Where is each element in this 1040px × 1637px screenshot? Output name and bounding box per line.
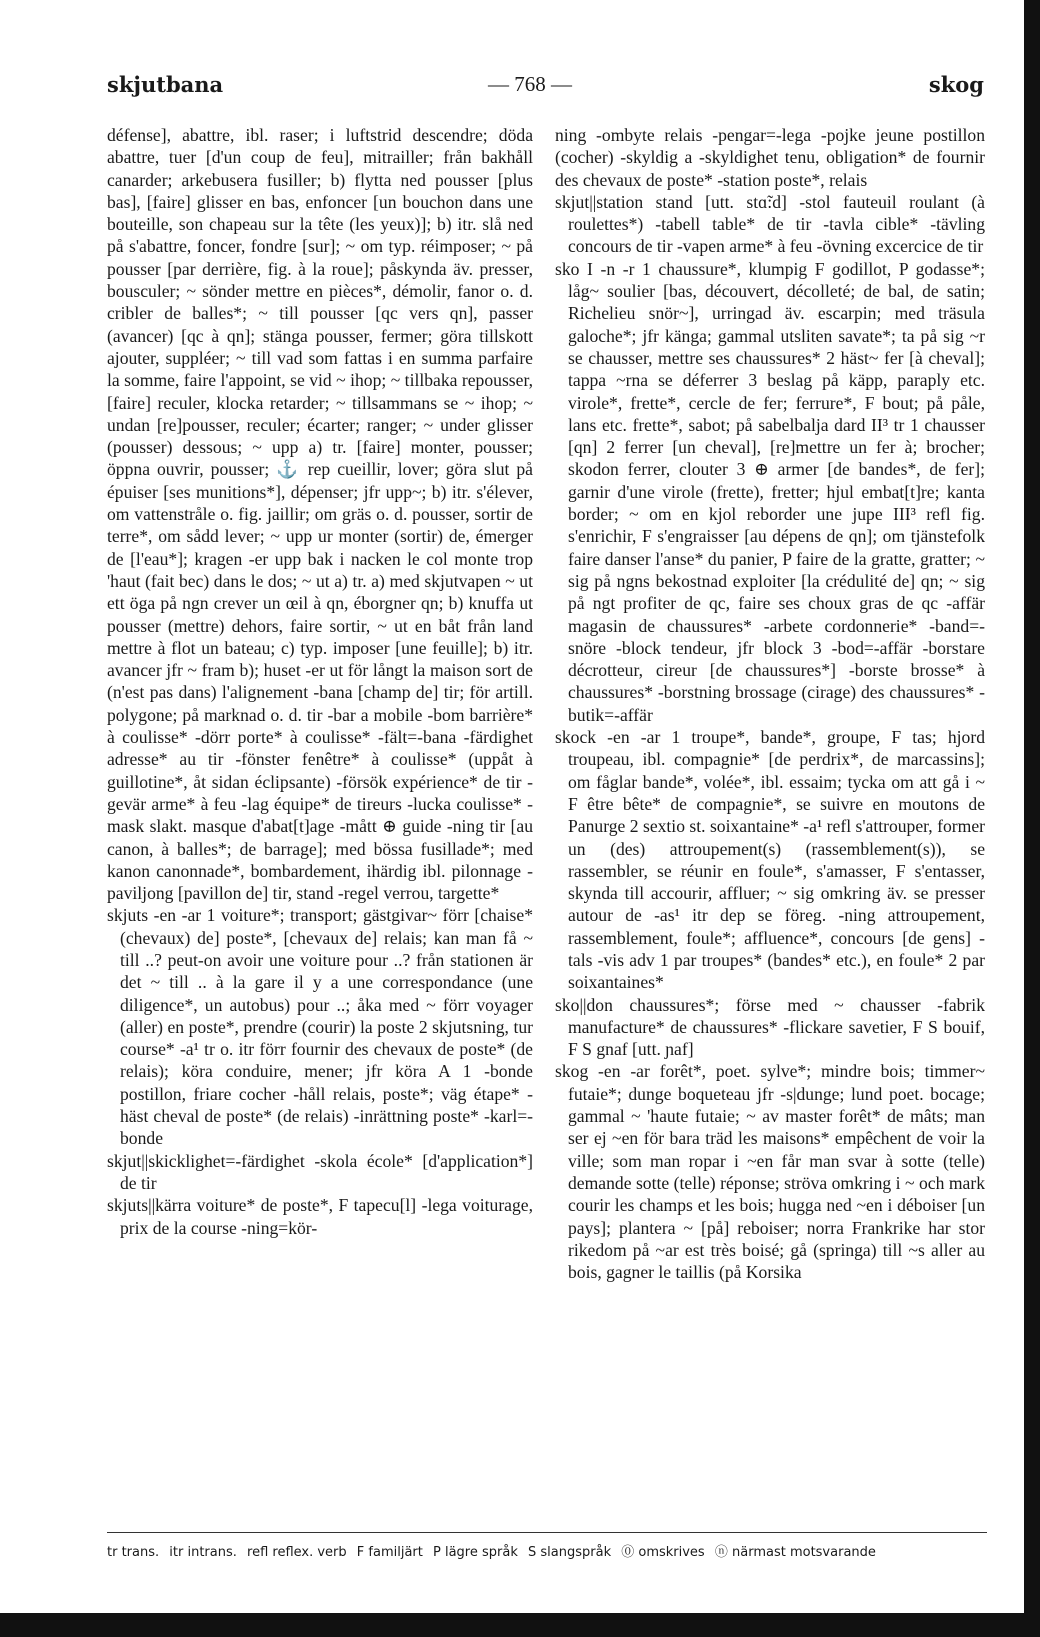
entry-skjutstation: skjut||station stand [utt. stɑ̃:d] -stol fauteuil roulant (à roulettes*) -tabell table* de tir -tavla cible* -tävling concours de tir -vapen arme* à feu -övning excercice de tir: [555, 191, 985, 257]
legend-item: tr trans.: [107, 1545, 160, 1560]
legend-item: ⓝ närmast motsvarande: [714, 1545, 876, 1560]
legend-item: refl reflex. verb: [247, 1545, 347, 1560]
page-number: — 768 —: [488, 72, 572, 96]
entry-continuation: défense], abattre, ibl. raser; i luftstrid descendre; döda abattre, tuer [d'un coup de feu], mitrailler; från bakhåll canarder; arkebusera fusiller; b) flytta ned pousser [plus bas], [faire] glisser en bas, enfoncer [un bouchon dans une bouteille, son chapeau sur la tête (les yeux)]; b) itr. slå ned på s'abattre, foncer, fondre [sur]; ~ om typ. réimposer; ~ på pousser [par derrière, fig. à la roue]; påskynda äv. presser, bousculer; ~ sönder mettre en pièces*, démolir, fanor o. d. cribler de balles*; ~ till pousser [qc vers qn], passer (avancer) [qc à qn]; stänga pousser, fermer; göra tillskott ajouter, suppléer; ~ till vad som fattas i en summa parfaire la somme, faire l'appoint, se vid ~ ihop; ~ tillbaka repousser, [faire] reculer, klocka retarder; ~ tillsammans se ~ ihop; ~ undan [re]pousser, reculer; écarter; ranger; ~ under glisser (pousser) dessous; ~ upp a) tr. [faire] monter, pousser; öppna ouvrir, pousser; ⚓ rep cueillir, lover; göra slut på épuiser [ses munitions*], dépenser; jfr upp~; b) itr. s'élever, om vattenstråle o. fig. jaillir; om gräs o. d. pousser, sortir de terre*, om sådd lever; ~ upp ur monter (sortir) de, émerger de [l'eau*]; kragen -er upp bak i nacken le col monte trop 'haut (fait bec) dans le dos; ~ ut a) tr. a) med skjutvapen ~ ut ett öga på ngn crever un œil à qn, éborgner qn; b) knuffa ut pousser (mettre) dehors, faire sortir, ~ ut en båt från land mettre à flot un bateau; c) typ. imposer [une feuille]; b) itr. avancer jfr ~ fram b); huset -er ut för långt la maison sort de (n'est pas dans) l'alignement -bana [champ de] tir; för artill. polygone; på marknad o. d. tir -bar a mobile -bom barrière* à coulisse* -dörr porte* à coulisse* -fält=-bana -färdighet adresse* au tir -fönster fenêtre* à coulisse* (uppåt à guillotine*, åt sidan éclipsante) -försök expérience* de tir -gevär arme* à feu -lag équipe* de tireurs -lucka coulisse* -mask slakt. masque d'abat[t]age -mått ⊕ guide -ning tir [au canon, à balles*; de barrage]; med bössa fusillade*; med kanon canonnade*, bombardement, ihärdig ibl. pilonnage -paviljong [pavillon de] tir, stand -regel verrou, targette*: [107, 125, 533, 904]
legend-item: P lägre språk: [433, 1545, 518, 1560]
scan-border-right: [1024, 0, 1040, 1637]
entry-skjutskicklighet: skjut||skicklighet=-färdighet -skola école* [d'application*] de tir: [107, 1150, 533, 1193]
entry-skjutskarra: skjuts||kärra voiture* de poste*, F tapecu[l] -lega voiturage, prix de la course -ning=kör-: [107, 1195, 533, 1238]
running-head-right: skog: [928, 72, 984, 97]
legend-item: ⓪ omskrives: [621, 1545, 705, 1560]
abbreviation-legend: [107, 1532, 987, 1560]
entry-continuation: ning -ombyte relais -pengar=-lega -pojke jeune postillon (cocher) -skyldig a -skyldighet tenu, obligation* de fournir des chevaux de poste* -station poste*, relais: [555, 125, 985, 190]
legend-item: itr intrans.: [169, 1545, 237, 1560]
legend-item: F familjärt: [356, 1545, 423, 1560]
legend-item: S slangspråk: [528, 1545, 612, 1560]
running-head-left: skjutbana: [107, 72, 224, 97]
entry-skog: skog -en -ar forêt*, poet. sylve*; mindre bois; timmer~ futaie*; dunge boqueteau jfr -s|dunge; lund poet. bocage; gammal ~ 'haute futaie; ~ av master forêt* de mâts; man ser ej ~en för bara träd les maisons* empêchent de voir la ville; som man ropar i ~en får man svar à sotte (telle) demande sotte (telle) réponse; ströva omkring i ~ och mark courir les champs et les bois; hugga ned ~en i déboiser [un pays]; plantera ~ [på] reboiser; norra Frankrike har stor rikedom på ~ar est très boisé; gå (springa) till ~s aller au bois, gagner le taillis (på Korsika: [555, 1061, 985, 1283]
scan-border-bottom: [0, 1613, 1040, 1637]
left-column: [107, 124, 533, 1239]
entry-skjuts: skjuts -en -ar 1 voiture*; transport; gästgivar~ förr [chaise* (chevaux) de] poste*, [chevaux de] relais; kan man få ~ till ..? peut-on avoir une voiture pour ..? från stationen är det ~ till .. à la gare il y a une correspondance (une diligence*, un autobus) pour ..; åka med ~ förr voyager (aller) en poste*, prendre (courir) la poste 2 skjutsning, tur course* -a¹ tr o. itr förr fournir des chevaux de poste* (de relais); köra conduire, mener; jfr köra A 1 -bonde postillon, friare cocher -håll relais, poste*; väg étape* -häst cheval de poste* (de relais) -inrättning poste* -karl=-bonde: [107, 905, 533, 1149]
entry-skock: skock -en -ar 1 troupe*, bande*, groupe, F tas; hjord troupeau, ibl. compagnie* [de perdrix*, de marcassins]; om fåglar bande*, volée*, ibl. essaim; tycka om att gå i ~ F être bête* de compagnie*, se suivre en moutons de Panurge 2 sextio st. soixantaine* -a¹ refl s'attrouper, former un (des) attroupement(s) (rassemblement(s)), se rassembler, se réunir en foule*, s'amasser, F s'entasser, skynda till accourir, affluer; ~ sig omkring äv. se presser autour de -as¹ itr dep se föreg. -ning attroupement, rassemblement, foule*; affluence*, concours [de gens] -tals -vis adv 1 par troupes* (bandes* etc.), en foule* 2 par soixantaines*: [555, 727, 985, 993]
entry-skodon: sko||don chaussures*; förse med ~ chausser -fabrik manufacture* de chaussures* -flickare savetier, F S bouif, F S gnaf [utt. ɲaf]: [555, 994, 985, 1060]
right-column: [555, 124, 985, 1283]
entry-sko: sko I -n -r 1 chaussure*, klumpig F godillot, P godasse*; låg~ soulier [bas, découvert, décolleté; de bal, de satin; Richelieu snör~], urringad äv. escarpin; med träsula galoche*; jfr känga; gammal utsliten savate*; ta på sig ~r se chausser, mettre ses chaussures* 2 häst~ fer [à cheval]; tappa ~rna se déferrer 3 beslag på käpp, paraply etc. virole*, frette*, cercle de fer; ferrure*, F bout; på påle, lans etc. frette*, sabot; på sabelbalja dard II³ tr 1 chausser [qn] 2 ferrer [un cheval], [re]mettre un fer à; brocher; skodon ferrer, clouter 3 ⊕ armer [de bandes*, de fer]; garnir d'une virole (frette), fretter; hjul embat[t]re; kanta border; ~ om en kjol reborder une jupe III³ refl fig. s'enrichir, F s'engraisser [au dépens de qn]; om tjänstefolk faire danser l'anse* du panier, P faire de la gratte, gratter; ~ sig på ngns bekostnad exploiter [la crédulité de] qn; ~ sig på ngt profiter de qc, faire ses choux gras de qc -affär magasin de chaussures* -arbete cordonnerie* -band=-snöre -block tendeur, jfr block 3 -bod=-affär -borstare décrotteur, cireur [de chaussures*] -borste brosse* à chaussures* -borstning brossage (cirage) des chaussures* -butik=-affär: [555, 258, 985, 725]
